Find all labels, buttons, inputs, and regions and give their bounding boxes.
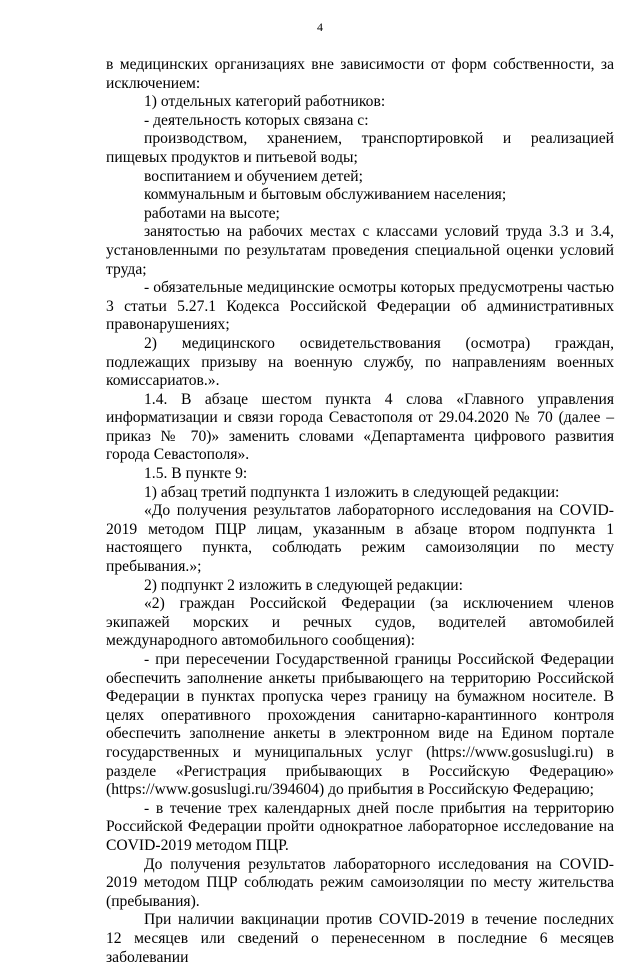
paragraph: До получения результатов лабораторного исследования на COVID-2019 методом ПЦР соблюдать режим самоизоляции по месту жительства (пребывания).: [106, 855, 614, 910]
paragraph: 2) медицинского освидетельствования (осмотра) граждан, подлежащих призыву на военную службу, по направлениям военных комиссариатов.».: [106, 334, 614, 390]
paragraph: производством, хранением, транспортировкой и реализацией пищевых продуктов и питьевой воды;: [106, 130, 614, 166]
paragraph: 1) отдельных категорий работников:: [144, 93, 386, 111]
page-number: 4: [317, 20, 323, 34]
paragraph: в медицинских организациях вне зависимости от форм собственности, за исключением:: [106, 56, 614, 92]
paragraph: - при пересечении Государственной границы Российской Федерации обеспечить заполнение анкеты прибывающего на территорию Российской Федерации в пунктах пропуска через границу на бумажном носителе. В целях оперативного прохождения санитарно-карантинного контроля обеспечить заполнение анкеты в электронном виде на Едином портале государственных и муниципальных услуг (https://www.gosuslugi.ru) в разделе «Регистрация прибывающих в Российскую Федерацию» (https://www.gosuslugi.ru/394604) до прибытия в Российскую Федерацию;: [106, 651, 614, 799]
paragraph: - деятельность которых связана с:: [144, 111, 369, 129]
paragraph: 1.5. В пункте 9:: [144, 465, 248, 483]
paragraph: «До получения результатов лабораторного исследования на COVID-2019 методом ПЦР лицам, указанным в абзаце втором подпункта 1 настоящего пункта, соблюдать режим самоизоляции по месту пребывания.»;: [106, 502, 614, 576]
paragraph: занятостью на рабочих местах с классами условий труда 3.3 и 3.4, установленными по результатам проведения специальной оценки условий труда;: [106, 223, 614, 278]
paragraph: «2) граждан Российской Федерации (за исключением членов экипажей морских и речных судов, водителей автомобилей международного автомобильного сообщения):: [106, 595, 614, 650]
paragraph: 2) подпункт 2 изложить в следующей редакции:: [144, 576, 463, 594]
paragraph: 1.4. В абзаце шестом пункта 4 слова «Главного управления информатизации и связи города Севастополя от 29.04.2020 № 70 (далее – приказ № 70)» заменить словами «Департамента цифрового развития города Севастополя».: [106, 390, 614, 464]
paragraph: При наличии вакцинации против COVID-2019 в течение последних 12 месяцев или сведений о перенесенном в последние 6 месяцев заболевании: [106, 911, 614, 966]
paragraph: работами на высоте;: [144, 204, 280, 222]
paragraph: коммунальным и бытовым обслуживанием населения;: [144, 186, 507, 204]
paragraph: - в течение трех календарных дней после прибытия на территорию Российской Федерации пройти однократное лабораторное исследование на COVID-2019 методом ПЦР.: [106, 799, 614, 854]
paragraph: - обязательные медицинские осмотры которых предусмотрены частью 3 статьи 5.27.1 Кодекса Российской Федерации об административных правонарушениях;: [106, 279, 614, 334]
paragraph: 1) абзац третий подпункта 1 изложить в следующей редакции:: [144, 483, 560, 501]
document-body: [106, 56, 614, 967]
paragraph: воспитанием и обучением детей;: [144, 167, 363, 185]
